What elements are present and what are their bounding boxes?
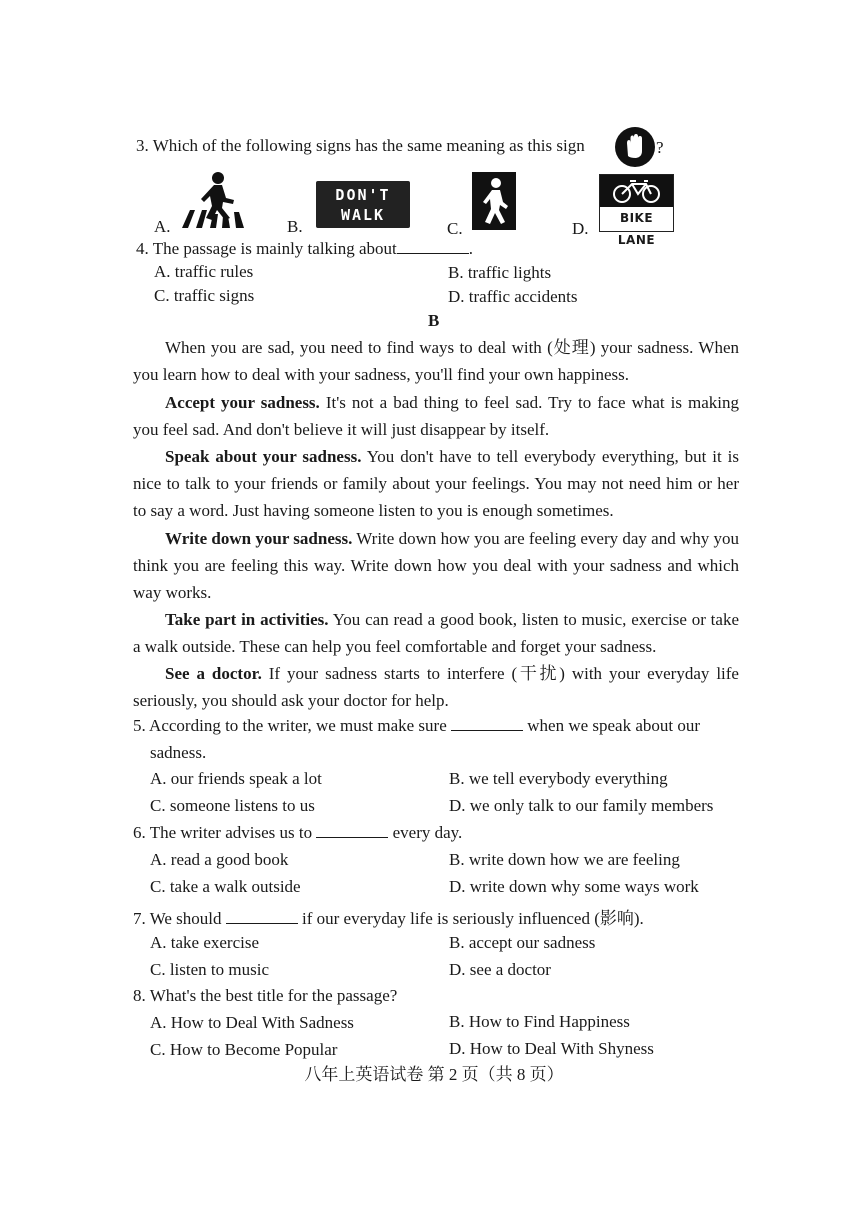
q5-text-c: sadness. [150, 743, 207, 762]
q3-option-d-letter: D. [572, 219, 589, 238]
q5-option-b: B. we tell everybody everything [449, 769, 668, 788]
pedestrian-crossing-icon [180, 170, 252, 230]
q8-option-c: C. How to Become Popular [150, 1040, 338, 1059]
q8-question: 8. What's the best title for the passage? [133, 986, 398, 1005]
q5-text-a: 5. According to the writer, we must make sure [133, 716, 447, 735]
q7-blank [226, 909, 298, 924]
q3-text: 3. Which of the following signs has the same meaning as this sign [136, 136, 585, 155]
q7-question [133, 904, 644, 929]
q4-option-c: C. traffic signs [154, 286, 255, 305]
passage-paragraph-6 [133, 660, 739, 714]
passage-paragraph-5 [133, 606, 739, 660]
q5-option-d: D. we only talk to our family members [449, 796, 714, 815]
q5-blank [451, 716, 523, 731]
passage-paragraph-1: When you are sad, you need to find ways to deal with (处理) your sadness. When you learn how to deal with your sadness, you'll find your own happiness. [133, 338, 739, 384]
q4-option-b: B. traffic lights [448, 263, 552, 282]
q7-option-b: B. accept our sadness [449, 933, 596, 952]
q6-text-b: every day. [392, 823, 463, 842]
p2-heading: Accept your sadness. [165, 393, 320, 412]
p3-body: You don't have to tell everybody everything, but it is nice to talk to your friends or family about your feelings. You may not need him or her to say a word. Just having someone listen to you is enough sometimes. [133, 447, 739, 520]
q4-option-a: A. traffic rules [154, 262, 254, 281]
dont-walk-line1: DON'T [335, 186, 391, 204]
dont-walk-line2: WALK [340, 206, 386, 224]
stop-hand-sign-icon [614, 126, 656, 168]
p6-body: If your sadness starts to interfere (干扰) with your everyday life seriously, you should ask your doctor for help. [133, 664, 739, 710]
q3-question [136, 136, 585, 156]
q4-blank [397, 239, 469, 254]
p6-heading: See a doctor. [165, 664, 262, 683]
p3-heading: Speak about your sadness. [165, 447, 362, 466]
q7-text-a: 7. We should [133, 909, 222, 928]
q5-option-a: A. our friends speak a lot [150, 769, 322, 788]
q5-option-c: C. someone listens to us [150, 796, 315, 815]
q4-option-d: D. traffic accidents [448, 287, 578, 306]
q3-question-mark: ? [656, 138, 664, 157]
q7-text-b: if our everyday life is seriously influenced (影响). [302, 909, 644, 928]
q6-blank [316, 823, 388, 838]
passage-paragraph-2 [133, 389, 739, 443]
q3-option-a-letter: A. [154, 217, 171, 236]
dont-walk-sign [316, 181, 410, 228]
p4-body: Write down how you are feeling every day and why you think you are feeling this way. Write down how you deal with your sadness and which way works. [133, 529, 739, 602]
q4-text: 4. The passage is mainly talking about [136, 239, 397, 258]
q7-option-c: C. listen to music [150, 960, 269, 979]
page-footer: 八年上英语试卷 第 2 页（共 8 页） [304, 1065, 564, 1084]
q4-question [136, 239, 473, 259]
q4-end: . [468, 239, 474, 258]
q7-option-d: D. see a doctor [449, 960, 551, 979]
q6-option-a: A. read a good book [150, 850, 289, 869]
bicycle-icon [600, 175, 673, 207]
q8-option-d: D. How to Deal With Shyness [449, 1039, 654, 1058]
q3-option-b-letter: B. [287, 217, 303, 236]
q6-option-d: D. write down why some ways work [449, 877, 699, 896]
q6-option-c: C. take a walk outside [150, 877, 301, 896]
bike-lane-sign [599, 174, 674, 247]
q6-text-a: 6. The writer advises us to [133, 823, 313, 842]
q8-option-a: A. How to Deal With Sadness [150, 1013, 354, 1032]
walk-signal-icon [472, 172, 516, 230]
q5-text-b: when we speak about our [527, 716, 701, 735]
p5-heading: Take part in activities. [165, 610, 329, 629]
q7-option-a: A. take exercise [150, 933, 260, 952]
p4-heading: Write down your sadness. [165, 529, 353, 548]
section-b-heading: B [428, 311, 440, 330]
bike-lane-text: BIKE LANE [617, 211, 656, 247]
p5-body: You can read a good book, listen to music, exercise or take a walk outside. These can help you feel comfortable and forget your sadness. [133, 610, 739, 656]
q3-option-c-letter: C. [447, 219, 463, 238]
p2-body: It's not a bad thing to feel sad. Try to face what is making you feel sad. And don't believe it will just disappear by itself. [133, 393, 739, 439]
q8-option-b: B. How to Find Happiness [449, 1012, 630, 1031]
passage-paragraph-3 [133, 443, 739, 524]
q5-question [133, 716, 700, 736]
passage-paragraph-4 [133, 525, 739, 606]
q6-option-b: B. write down how we are feeling [449, 850, 680, 869]
q6-question [133, 823, 462, 843]
